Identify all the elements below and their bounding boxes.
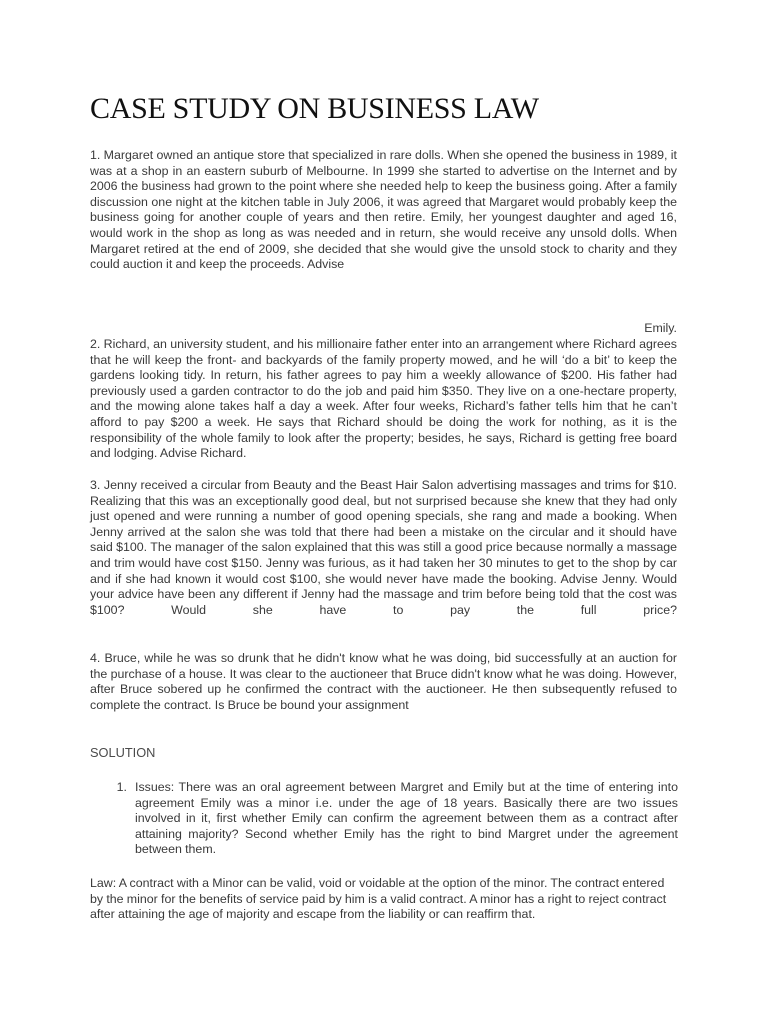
solution-list xyxy=(90,780,678,858)
solution-item xyxy=(90,780,678,858)
solution-item-text: Issues: There was an oral agreement between Margret and Emily but at the time of entering into agreement Emily was a minor i.e. under the age of 18 years. Basically there are two issues involved in it, first whether Emily can confirm the agreement between them as a contract after attaining majority? Second whether Emily has the right to bind Margret under the agreement between them. xyxy=(135,780,678,857)
solution-heading: SOLUTION xyxy=(90,745,156,760)
question-3: 3. Jenny received a circular from Beauty and the Beast Hair Salon advertising massages and trims for $10. Realizing that this was an exceptionally good deal, but not surprised because she knew that they had only just opened and were running a number of good opening specials, she rang and made a booking. When Jenny arrived at the salon she was told that there had been a mistake on the circular and it should have said $100. The manager of the salon explained that this was still a good price because normally a massage and trim would have cost $150. Jenny was furious, as it had taken her 30 minutes to get to the shop by car and if she had known it would cost $100, she would never have made the booking. Advise Jenny. Would your advice have been any different if Jenny had the massage and trim before being told that the cost was $100? Would she have to pay the full price? xyxy=(90,478,677,617)
law-paragraph: Law: A contract with a Minor can be valid, void or voidable at the option of the minor. The contract entered by the minor for the benefits of service paid by him is a valid contract. A minor has a right to reject contract after attaining the age of majority and escape from the liability or can reaffirm that. xyxy=(90,876,667,922)
question-2: 2. Richard, an university student, and his millionaire father enter into an arrangement where Richard agrees that he will keep the front- and backyards of the family property mowed, and he will ‘do a bit’ to keep the gardens looking tidy. In return, his father agrees to pay him a weekly allowance of $200. His father had previously used a garden contractor to do the job and paid him $350. They live on a one-hectare property, and the mowing alone takes half a day a week. After four weeks, Richard’s father tells him that he can’t afford to pay $200 a week. He says that Richard should be doing the work for nothing, as it is the responsibility of the whole family to look after the property; besides, he says, Richard is getting free board and lodging. Advise Richard. xyxy=(90,337,677,461)
question-4: 4. Bruce, while he was so drunk that he didn't know what he was doing, bid successfully at an auction for the purchase of a house. It was clear to the auctioneer that Bruce didn't know what he was doing. However, after Bruce sobered up he confirmed the contract with the auctioneer. He then subsequently refused to complete the contract. Is Bruce be bound your assignment xyxy=(90,651,677,712)
document-title: CASE STUDY ON BUSINESS LAW xyxy=(90,92,539,125)
question-1-end: Emily. xyxy=(644,321,677,335)
question-1: 1. Margaret owned an antique store that specialized in rare dolls. When she opened the business in 1989, it was at a shop in an eastern suburb of Melbourne. In 1999 she started to advertise on the Internet and by 2006 the business had grown to the point where she needed help to keep the business going. After a family discussion one night at the kitchen table in July 2006, it was agreed that Margaret would probably keep the business going for another couple of years and then retire. Emily, her youngest daughter and aged 16, would work in the shop as long as was needed and in return, she would receive any unsold dolls. When Margaret retired at the end of 2009, she decided that she would give the unsold stock to charity and they could auction it and keep the proceeds. Advise xyxy=(90,148,677,272)
solution-item-number: 1. xyxy=(116,780,127,794)
